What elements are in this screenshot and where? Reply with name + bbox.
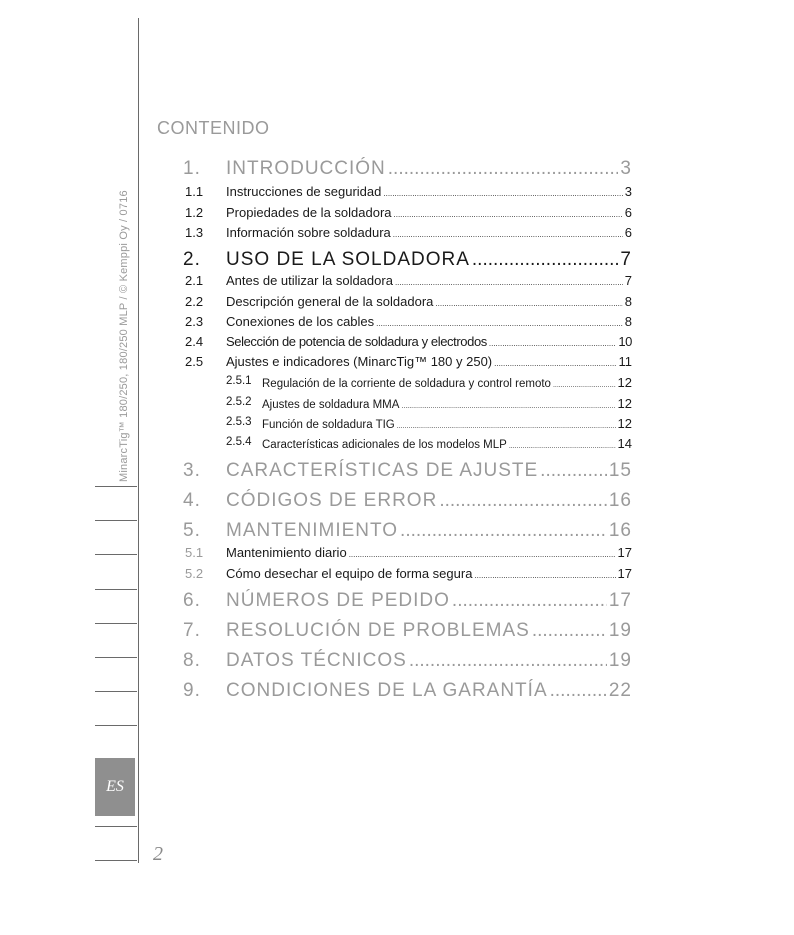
leader-dots: [409, 650, 607, 672]
entry-label: Ajustes e indicadores (MinarcTig™ 180 y 250): [226, 354, 493, 369]
margin-tick: [95, 826, 137, 827]
entry-page: 15: [608, 460, 632, 481]
entry-label: CÓDIGOS DE ERROR: [226, 490, 438, 511]
margin-tick: [95, 691, 137, 692]
entry-page: 12: [617, 416, 632, 431]
entry-number: 2.5.2: [226, 396, 252, 408]
entry-label: Antes de utilizar la soldadora: [226, 273, 393, 288]
entry-number: 8.: [183, 650, 201, 671]
entry-number: 2.4: [185, 334, 204, 349]
entry-number: 2.3: [185, 314, 204, 329]
entry-page: 3: [620, 158, 632, 179]
leader-dots: [397, 423, 616, 430]
entry-page: 16: [608, 520, 632, 541]
entry-page: 14: [617, 436, 632, 451]
entry-page: 16: [608, 490, 632, 511]
entry-number: 3.: [183, 460, 201, 481]
leader-dots: [494, 359, 616, 368]
entry-page: 17: [617, 566, 632, 581]
leader-dots: [540, 460, 607, 482]
entry-label: Conexiones de los cables: [226, 314, 375, 329]
entry-label: Ajustes de soldadura MMA: [262, 399, 400, 411]
margin-tick: [95, 589, 137, 590]
entry-number: 2.1: [185, 273, 204, 288]
entry-number: 7.: [183, 620, 201, 641]
leader-dots: [394, 210, 623, 219]
entry-label: Regulación de la corriente de soldadura y control remoto: [262, 378, 551, 390]
entry-number: 1.: [183, 158, 201, 179]
entry-label: Información sobre soldadura: [226, 225, 391, 240]
sidebar-vertical-text: MinarcTig™ 180/250, 180/250 MLP / © Kemppi Oy / 0716: [118, 190, 130, 482]
margin-tick: [95, 486, 137, 487]
entry-label: RESOLUCIÓN DE PROBLEMAS: [226, 620, 530, 641]
entry-label: CONDICIONES DE LA GARANTÍA: [226, 680, 548, 701]
entry-number: 9.: [183, 680, 201, 701]
entry-page: 11: [618, 354, 632, 369]
margin-tick: [95, 860, 137, 861]
margin-tick: [95, 554, 137, 555]
leader-dots: [376, 319, 623, 328]
leader-dots: [388, 158, 619, 180]
entry-number: 2.2: [185, 294, 204, 309]
leader-dots: [550, 680, 607, 702]
entry-page: 8: [624, 294, 632, 309]
entry-label: INTRODUCCIÓN: [226, 158, 386, 179]
entry-page: 12: [617, 375, 632, 390]
leader-dots: [439, 490, 607, 512]
entry-page: 22: [608, 680, 632, 701]
leader-dots: [509, 443, 616, 450]
entry-page: 19: [608, 620, 632, 641]
leader-dots: [401, 403, 615, 410]
entry-number: 5.2: [185, 566, 204, 581]
vertical-margin-rule: [138, 18, 139, 863]
entry-label: Propiedades de la soldadora: [226, 205, 392, 220]
entry-number: 2.: [183, 249, 201, 270]
entry-label: MANTENIMIENTO: [226, 520, 399, 541]
entry-label: Instrucciones de seguridad: [226, 184, 382, 199]
leader-dots: [489, 339, 616, 348]
entry-number: 2.5: [185, 354, 204, 369]
entry-number: 4.: [183, 490, 201, 511]
entry-page: 6: [624, 225, 632, 240]
leader-dots: [553, 382, 616, 389]
entry-number: 5.: [183, 520, 201, 541]
entry-number: 1.1: [185, 184, 204, 199]
entry-page: 12: [617, 396, 632, 411]
entry-page: 10: [618, 334, 632, 349]
leader-dots: [383, 189, 622, 198]
entry-number: 1.2: [185, 205, 204, 220]
toc-title: CONTENIDO: [157, 118, 270, 138]
leader-dots: [474, 571, 615, 580]
entry-page: 8: [624, 314, 632, 329]
entry-label: CARACTERÍSTICAS DE AJUSTE: [226, 460, 539, 481]
entry-label: Características adicionales de los modelos MLP: [262, 439, 507, 451]
margin-tick: [95, 520, 137, 521]
leader-dots: [400, 520, 607, 542]
entry-page: 7: [624, 273, 632, 288]
entry-label: Selección de potencia de soldadura y electrodos: [226, 334, 487, 349]
entry-label: Mantenimiento diario: [226, 545, 347, 560]
leader-dots: [532, 620, 607, 642]
language-tab: ES: [95, 758, 135, 816]
entry-page: 19: [608, 650, 632, 671]
entry-page: 3: [624, 184, 632, 199]
leader-dots: [452, 590, 607, 612]
leader-dots: [349, 550, 616, 559]
entry-number: 2.5.3: [226, 416, 252, 428]
entry-number: 2.5.1: [226, 375, 252, 387]
entry-page: 17: [608, 590, 632, 611]
page-number: 2: [153, 843, 163, 865]
entry-label: Función de soldadura TIG: [262, 419, 395, 431]
margin-tick: [95, 657, 137, 658]
entry-number: 5.1: [185, 545, 204, 560]
margin-tick: [95, 623, 137, 624]
entry-label: DATOS TÉCNICOS: [226, 650, 407, 671]
entry-label: USO DE LA SOLDADORA: [226, 249, 470, 270]
entry-page: 7: [620, 249, 632, 270]
leader-dots: [472, 249, 619, 271]
entry-number: 6.: [183, 590, 201, 611]
entry-page: 6: [624, 205, 632, 220]
leader-dots: [435, 299, 622, 308]
margin-tick: [95, 725, 137, 726]
entry-page: 17: [617, 545, 632, 560]
entry-number: 2.5.4: [226, 436, 252, 448]
entry-number: 1.3: [185, 225, 204, 240]
entry-label: Cómo desechar el equipo de forma segura: [226, 566, 473, 581]
leader-dots: [395, 278, 623, 287]
entry-label: NÚMEROS DE PEDIDO: [226, 590, 450, 611]
leader-dots: [393, 230, 623, 239]
entry-label: Descripción general de la soldadora: [226, 294, 434, 309]
